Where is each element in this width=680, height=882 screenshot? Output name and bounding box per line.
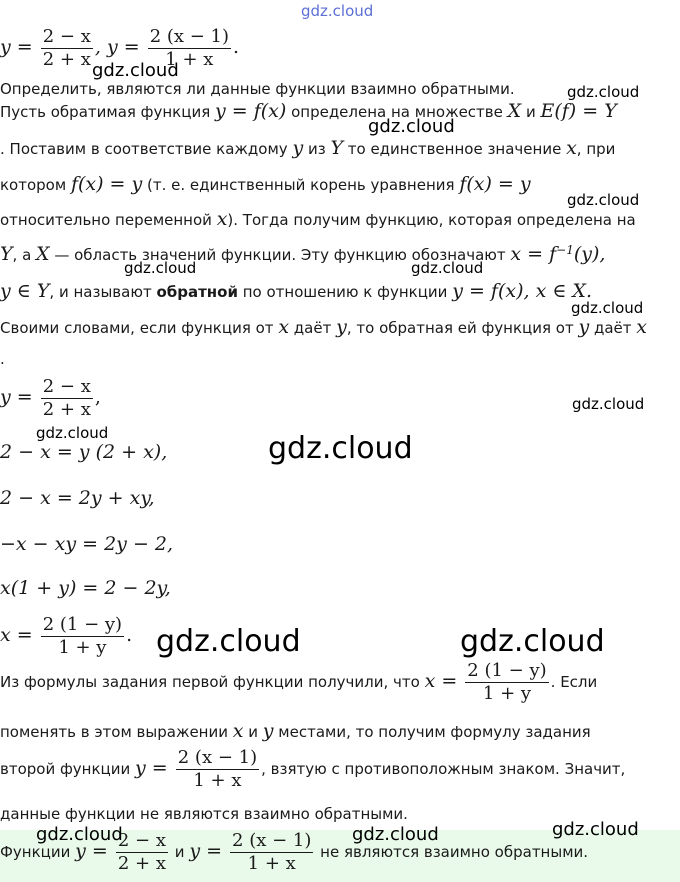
- watermark: gdz.cloud: [460, 624, 605, 659]
- theory-line-8: .: [0, 350, 5, 368]
- answer-line: Функции y = $\frac{2 - x}{2 + x}$ и y = $\frac{2 (x - 1)}{1 + x}$ не являются взаимно обратными.: [0, 830, 589, 874]
- watermark: gdz.cloud: [36, 424, 109, 442]
- theory-line-7: Своими словами, если функция от x даёт y, то обратная ей функция от y даёт x: [0, 316, 648, 338]
- fraction-1: $\frac{2 - x}{2 + x}$: [42, 26, 91, 70]
- step-6: x = $\frac{2 (1 - y)}{1 + y}$ .: [0, 614, 133, 658]
- watermark: gdz.cloud: [352, 824, 439, 845]
- watermark: gdz.cloud: [572, 395, 645, 413]
- theory-line-4: относительно переменной x). Тогда получим функцию, которая определена на: [0, 208, 636, 230]
- watermark: gdz.cloud: [567, 191, 640, 209]
- fraction-2: $\frac{2 (x - 1)}{1 + x}$: [149, 26, 230, 70]
- theory-line-1: Пусть обратимая функция y = f(x) определена на множестве X и E(f) = Y: [0, 100, 617, 122]
- watermark: gdz.cloud: [156, 624, 301, 659]
- watermark: gdz.cloud: [124, 259, 197, 277]
- watermark: gdz.cloud: [36, 824, 123, 845]
- watermark: gdz.cloud: [567, 83, 640, 101]
- watermark: gdz.cloud: [368, 116, 455, 137]
- conclusion-line-1: Из формулы задания первой функции получили, что x = $\frac{2 (1 - y)}{1 + y}$ . Если: [0, 660, 598, 704]
- watermark: gdz.cloud: [92, 60, 179, 81]
- theory-line-2: . Поставим в соответствие каждому y из Y то единственное значение x, при: [0, 137, 616, 159]
- theory-line-3: котором f(x) = y (т. е. единственный корень уравнения f(x) = y: [0, 173, 531, 195]
- step-3: 2 − x = 2y + xy,: [0, 487, 155, 509]
- step-5: x(1 + y) = 2 − 2y,: [0, 577, 171, 599]
- watermark: gdz.cloud: [571, 299, 644, 317]
- task-formula: y = $\frac{2 - x}{2 + x}$ , y = $\frac{2 (x - 1)}{1 + x}$ .: [0, 26, 240, 70]
- theory-line-5: Y, а X — область значений функции. Эту функцию обозначают $x = f^{-1}(y)$,: [0, 243, 606, 265]
- step-2: 2 − x = y (2 + x),: [0, 441, 168, 463]
- conclusion-line-4: данные функции не являются взаимно обратными.: [0, 805, 408, 823]
- watermark: gdz.cloud: [411, 259, 484, 277]
- step-1: y = $\frac{2 - x}{2 + x}$ ,: [0, 376, 101, 420]
- conclusion-line-3: второй функции y = $\frac{2 (x - 1)}{1 + x}$ , взятую с противоположным знаком. Значит,: [0, 747, 626, 791]
- watermark: gdz.cloud: [268, 431, 413, 466]
- conclusion-line-2: поменять в этом выражении x и y местами, то получим формулу задания: [0, 720, 591, 742]
- watermark: gdz.cloud: [552, 819, 639, 840]
- theory-line-6: y ∈ Y, и называют обратной по отношению к функции y = f(x), x ∈ X.: [0, 280, 592, 302]
- watermark-top: gdz.cloud: [301, 2, 374, 20]
- question-text: Определить, являются ли данные функции взаимно обратными.: [0, 80, 515, 98]
- step-4: −x − xy = 2y − 2,: [0, 533, 174, 555]
